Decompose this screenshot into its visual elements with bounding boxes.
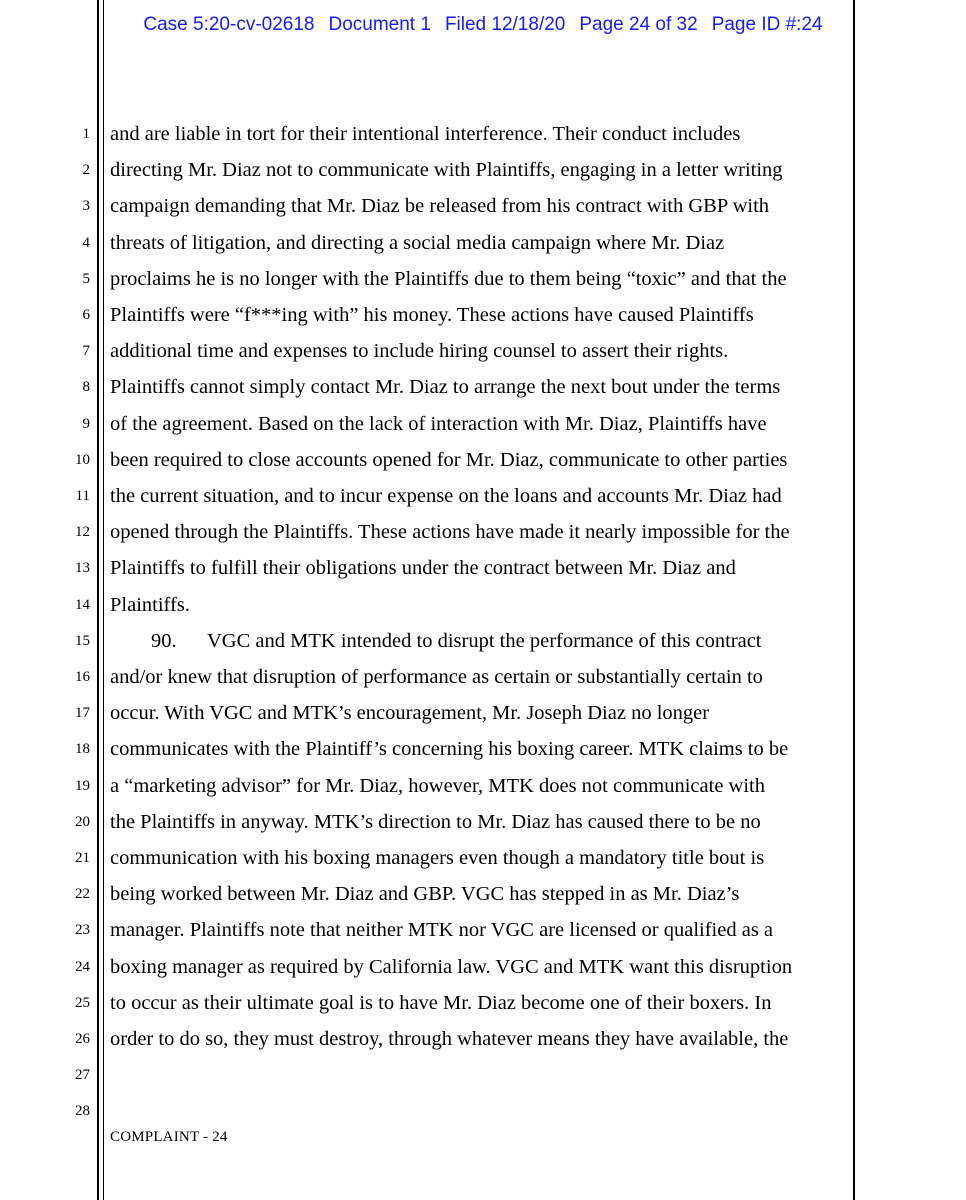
body-line: occur. With VGC and MTK’s encouragement, Mr. Joseph Diaz no longer [110,702,710,725]
body-line: boxing manager as required by California law. VGC and MTK want this disruption [110,955,793,978]
line-number: 18 [75,741,90,758]
body-line: directing Mr. Diaz not to communicate with Plaintiffs, engaging in a letter writing [110,159,783,182]
line-number: 28 [75,1103,90,1120]
body-line: and are liable in tort for their intentional interference. Their conduct includes [110,123,741,145]
line-number: 5 [82,270,90,287]
line-number: 14 [75,596,90,613]
body-line: the Plaintiffs in anyway. MTK’s direction to Mr. Diaz has caused there to be no [110,810,761,833]
line-number: 11 [75,488,90,504]
line-number: 7 [82,343,90,360]
line-number: 25 [75,994,90,1011]
line-number: 21 [75,850,90,866]
body-line: to occur as their ultimate goal is to have Mr. Diaz become one of their boxers. In [110,991,772,1014]
line-number: 23 [75,922,90,939]
line-number: 10 [75,451,90,468]
case-number: Case 5:20-cv-02618 [143,14,315,35]
body-line: additional time and expenses to include hiring counsel to assert their rights. [110,340,729,363]
body-line: a “marketing advisor” for Mr. Diaz, however, MTK does not communicate with [110,774,765,797]
page-count: Page 24 of 32 [579,14,698,35]
line-number: 3 [82,198,90,215]
document-number: Document 1 [328,14,431,35]
body-line: opened through the Plaintiffs. These actions have made it nearly impossible for the [110,521,790,544]
line-number: 16 [75,669,90,685]
line-number: 6 [82,307,90,323]
line-number: 15 [75,632,90,649]
body-line: Plaintiffs. [110,593,190,616]
left-margin-rule-outer [97,0,99,1200]
body-line: of the agreement. Based on the lack of interaction with Mr. Diaz, Plaintiffs have [110,412,767,435]
body-line: 90. VGC and MTK intended to disrupt the performance of this contract [110,629,762,652]
body-line: Plaintiffs to fulfill their obligations under the contract between Mr. Diaz and [110,557,736,580]
line-number: 13 [75,560,90,577]
line-number: 19 [75,777,90,794]
line-number: 17 [75,705,90,722]
body-line: communicates with the Plaintiff’s concerning his boxing career. MTK claims to be [110,738,789,761]
line-number: 8 [82,379,90,396]
body-line: being worked between Mr. Diaz and GBP. VGC has stepped in as Mr. Diaz’s [110,883,740,906]
body-line: manager. Plaintiffs note that neither MTK nor VGC are licensed or qualified as a [110,919,774,942]
line-number: 2 [82,162,90,179]
court-filing-header [0,14,966,36]
body-line: campaign demanding that Mr. Diaz be released from his contract with GBP with [110,195,770,218]
line-number: 27 [75,1067,90,1084]
line-number: 12 [75,524,90,541]
left-margin-rule-inner [103,0,104,1200]
line-number: 20 [75,813,90,830]
body-line: the current situation, and to incur expense on the loans and accounts Mr. Diaz had [110,485,782,507]
body-line: and/or knew that disruption of performance as certain or substantially certain to [110,666,763,688]
body-line: threats of litigation, and directing a social media campaign where Mr. Diaz [110,231,725,254]
line-number: 26 [75,1031,90,1047]
line-number: 4 [82,234,90,251]
page-footer: COMPLAINT - 24 [110,1129,228,1145]
body-line: Plaintiffs cannot simply contact Mr. Diaz to arrange the next bout under the terms [110,376,781,399]
body-line: communication with his boxing managers even though a mandatory title bout is [110,847,765,869]
line-number: 22 [75,886,90,903]
body-line: Plaintiffs were “f***ing with” his money. These actions have caused Plaintiffs [110,304,754,326]
line-number: 1 [82,126,90,142]
line-number: 9 [82,415,90,432]
line-number: 24 [75,958,90,975]
body-line: been required to close accounts opened for Mr. Diaz, communicate to other parties [110,448,788,471]
filed-date: Filed 12/18/20 [444,14,566,35]
page-id: Page ID #:24 [711,14,823,35]
right-margin-rule [853,0,855,1200]
body-line: order to do so, they must destroy, through whatever means they have available, the [110,1028,789,1050]
body-line: proclaims he is no longer with the Plaintiffs due to them being “toxic” and that the [110,267,787,290]
